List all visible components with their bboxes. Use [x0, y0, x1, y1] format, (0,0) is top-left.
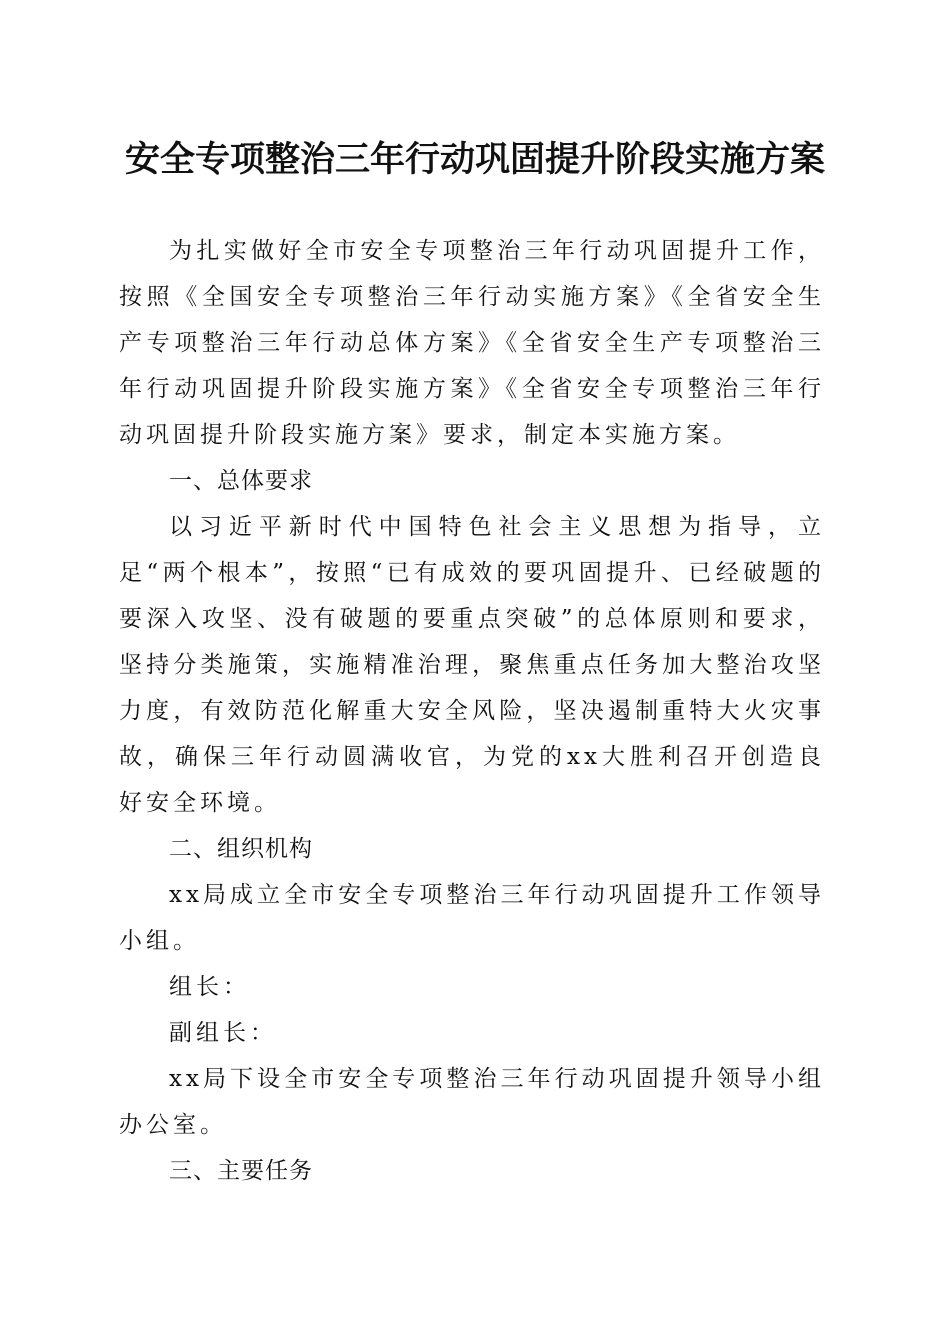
intro-paragraph: 为扎实做好全市安全专项整治三年行动巩固提升工作，按照《全国安全专项整治三年行动实施方案》《全省安全生产专项整治三年行动总体方案》《全省安全生产专项整治三年行动巩固提升阶段实施方案》《全省安全专项整治三年行动巩固提升阶段实施方案》要求，制定本实施方案。: [119, 238, 825, 448]
general-requirements-paragraph: 以习近平新时代中国特色社会主义思想为指导，立足“两个根本”，按照“已有成效的要巩固提升、已经破题的要深入攻坚、没有破题的要重点突破”的总体原则和要求，坚持分类施策，实施精准治理，聚焦重点任务加大整治攻坚力度，有效防范化解重大安全风险，坚决遏制重特大火灾事故，确保三年行动圆满收官，为党的xx大胜利召开创造良好安全环境。: [119, 514, 825, 816]
organization-paragraph: xx局成立全市安全专项整治三年行动巩固提升工作领导小组。: [119, 882, 825, 954]
office-paragraph: xx局下设全市安全专项整治三年行动巩固提升领导小组办公室。: [119, 1066, 825, 1138]
deputy-leader-line: 副组长：: [169, 1020, 277, 1046]
section-heading-general-requirements: 一、总体要求: [169, 468, 313, 494]
section-heading-organization: 二、组织机构: [169, 836, 313, 862]
leader-line: 组长：: [169, 974, 250, 1000]
section-heading-main-tasks: 三、主要任务: [169, 1158, 313, 1184]
document-body: [119, 228, 825, 1194]
document-title: 安全专项整治三年行动巩固提升阶段实施方案: [124, 139, 825, 180]
